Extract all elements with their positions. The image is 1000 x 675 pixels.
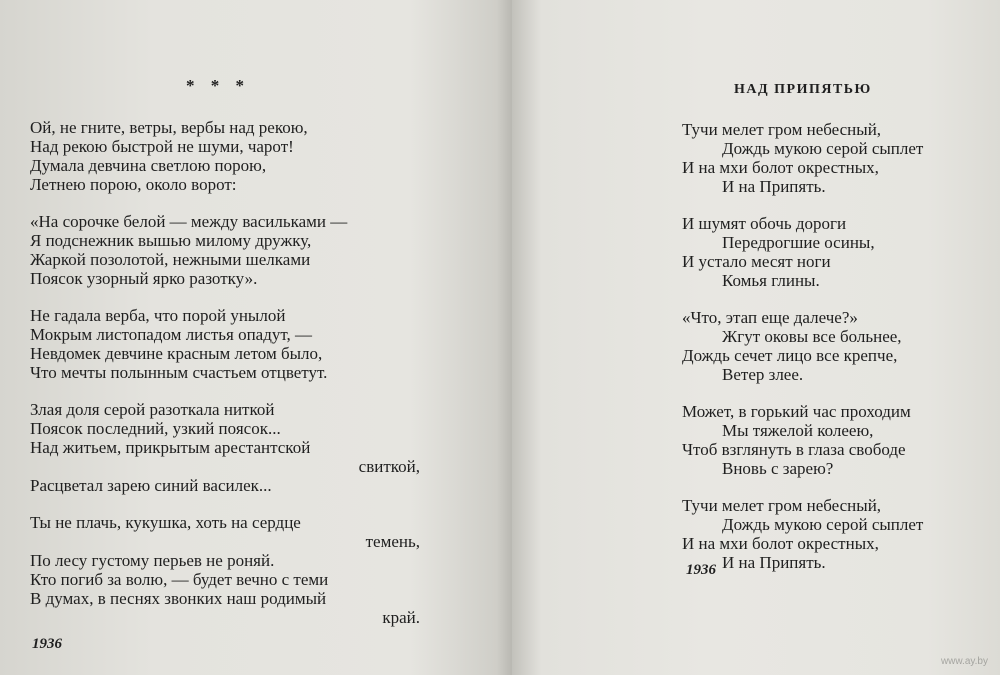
poem-line: Над рекою быстрой не шуми, чарот! (30, 137, 294, 156)
poem-line: Чтоб взглянуть в глаза свободе (682, 440, 906, 459)
stanza-gap (682, 384, 992, 402)
poem-line: «На сорочке белой — между васильками — (30, 212, 348, 231)
stanza-gap (682, 196, 992, 214)
poem-line: Я подснежник вышью милому дружку, (30, 231, 312, 250)
poem-line: Дождь сечет лицо все крепче, (682, 346, 898, 365)
stanza-gap (682, 290, 992, 308)
poem-line: Кто погиб за волю, — будет вечно с теми (30, 570, 329, 589)
poem-line: Вновь с зарею? (722, 459, 834, 478)
stanza-gap (682, 478, 992, 496)
stanza-ornament: * * * (186, 76, 250, 95)
poem-line: Дождь мукою серой сыплет (722, 139, 924, 158)
poem-line: По лесу густому перьев не роняй. (30, 551, 275, 570)
poem-line: В думах, в песнях звонких наш родимый (30, 589, 327, 608)
stanza-gap (30, 288, 420, 306)
watermark: www.ay.by (940, 656, 988, 667)
left-poem (30, 118, 420, 627)
poem-line: Ой, не гните, ветры, вербы над рекою, (30, 118, 308, 137)
stanza-gap (30, 382, 420, 400)
poem-title: НАД ПРИПЯТЬЮ (734, 82, 872, 97)
poem-line: Передрогшие осины, (722, 233, 875, 252)
poem-line: Ветер злее. (722, 365, 804, 384)
stanza-gap (30, 194, 420, 212)
poem-line: Не гадала верба, что порой унылой (30, 306, 286, 325)
stanza-gap (30, 495, 420, 513)
poem-line: И устало месят ноги (682, 252, 831, 271)
poem-line: И на Припять. (722, 177, 826, 196)
poem-line: Думала девчина светлою порою, (30, 156, 267, 175)
poem-line: И шумят обочь дороги (682, 214, 847, 233)
poem-line: Тучи мелет гром небесный, (682, 120, 882, 139)
poem-line: Жгут оковы все больнее, (722, 327, 902, 346)
poem-line: Дождь мукою серой сыплет (722, 515, 924, 534)
poem-line: Ты не плачь, кукушка, хоть на сердце (30, 513, 301, 532)
poem-line: Невдомек девчине красным летом было, (30, 344, 323, 363)
left-poem-year: 1936 (32, 636, 62, 652)
poem-line: «Что, этап еще далече?» (682, 308, 858, 327)
poem-line: Расцветал зарею синий василек... (30, 476, 272, 495)
poem-line: свиткой, (358, 457, 420, 476)
poem-line: Комья глины. (722, 271, 820, 290)
poem-line: Мокрым листопадом листья опадут, — (30, 325, 313, 344)
poem-line: край. (382, 608, 420, 627)
right-page (512, 0, 1000, 675)
poem-line: Тучи мелет гром небесный, (682, 496, 882, 515)
poem-line: И на мхи болот окрестных, (682, 158, 879, 177)
poem-line: темень, (365, 532, 420, 551)
poem-line: Что мечты полынным счастьем отцветут. (30, 363, 328, 382)
poem-line: Жаркой позолотой, нежными шелками (30, 250, 311, 269)
poem-line: Летнею порою, около ворот: (30, 175, 237, 194)
right-poem (682, 120, 992, 572)
poem-line: Злая доля серой разоткала ниткой (30, 400, 275, 419)
poem-line: Над житьем, прикрытым арестантской (30, 438, 311, 457)
poem-line: Поясок последний, узкий поясок... (30, 419, 281, 438)
poem-line: И на мхи болот окрестных, (682, 534, 879, 553)
poem-line: Может, в горький час проходим (682, 402, 911, 421)
right-poem-year: 1936 (686, 562, 716, 578)
poem-line: Мы тяжелой колеею, (722, 421, 874, 440)
poem-line: И на Припять. (722, 553, 826, 572)
poem-line: Поясок узорный ярко разотку». (30, 269, 258, 288)
